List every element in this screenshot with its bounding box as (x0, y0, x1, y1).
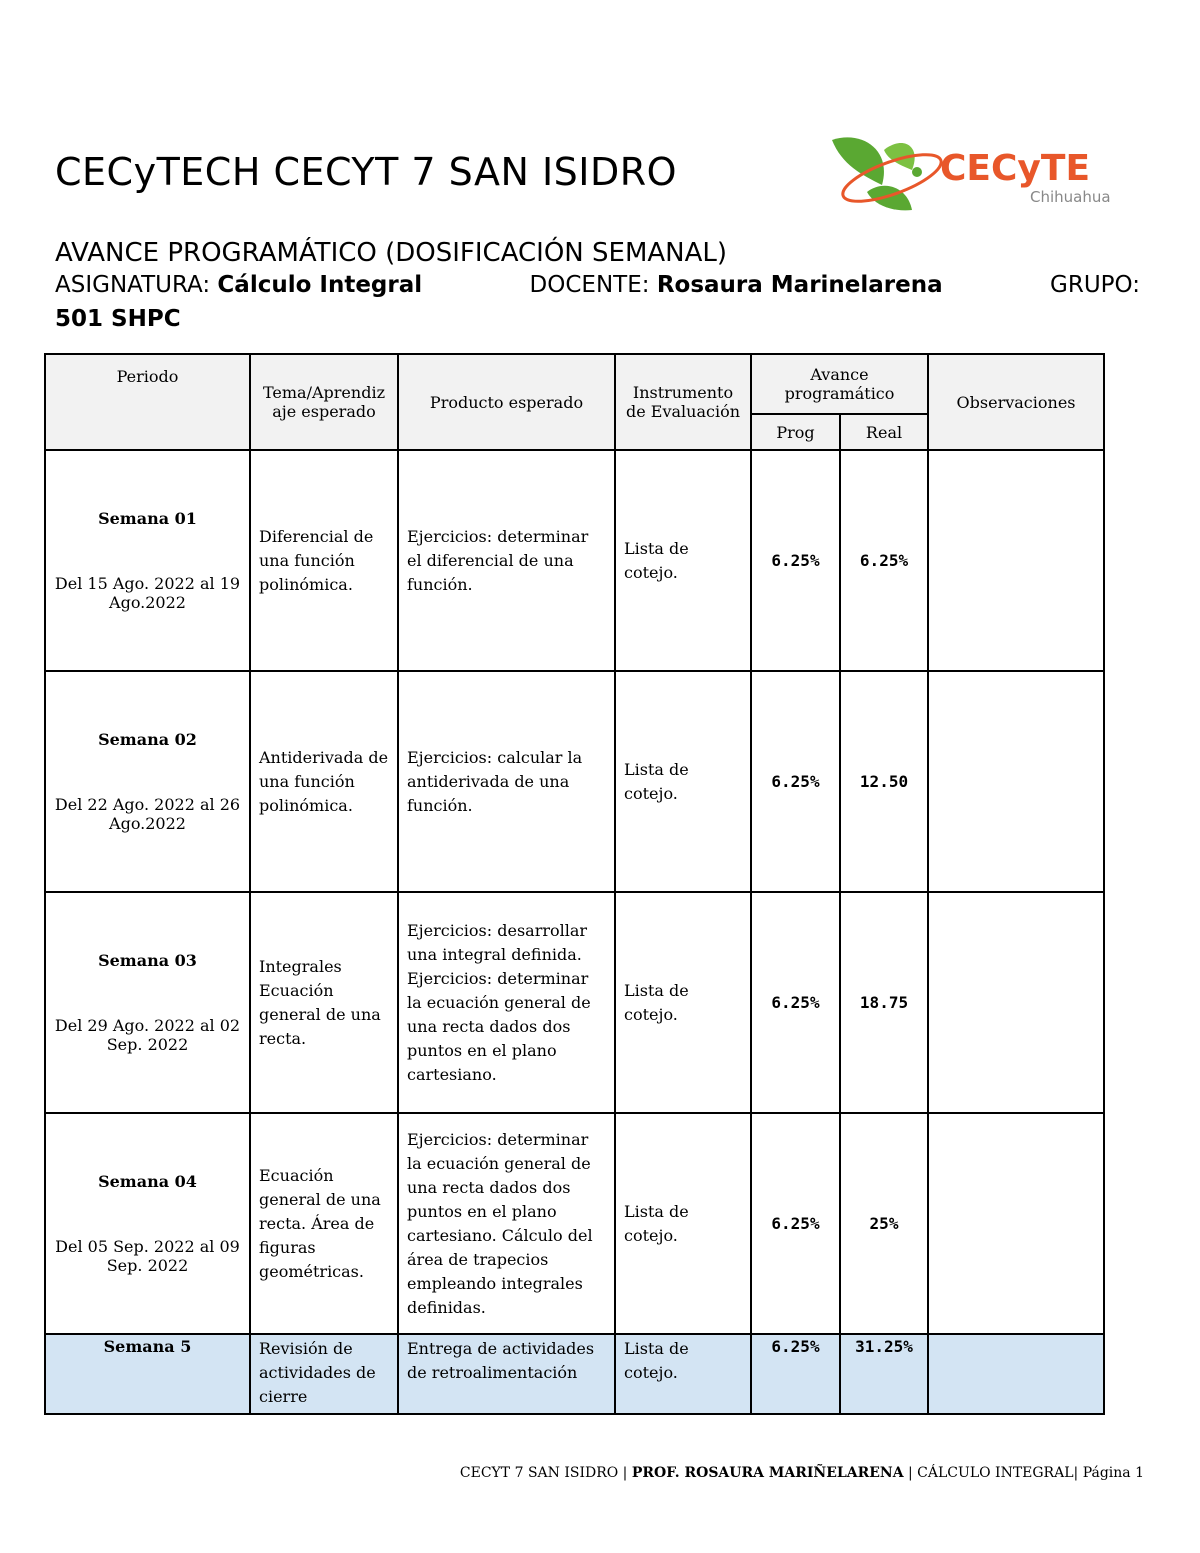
week-dates: Del 29 Ago. 2022 al 02 Sep. 2022 (54, 1016, 241, 1054)
header-observations: Observaciones (928, 354, 1104, 450)
product-cell: Entrega de actividades de retroalimentación (398, 1334, 615, 1414)
header-period: Periodo (45, 354, 250, 450)
week-label: Semana 03 (98, 951, 197, 970)
week-label: Semana 02 (98, 730, 197, 749)
instrument-cell: Lista de cotejo. (615, 1334, 751, 1414)
page-footer (460, 1465, 1144, 1481)
subject-field (55, 272, 422, 298)
table-row (45, 892, 1104, 1113)
footer-page: Página 1 (1082, 1465, 1144, 1481)
instrument-cell: Lista de cotejo. (615, 1113, 751, 1334)
week-label: Semana 04 (98, 1172, 197, 1191)
instrument-cell: Lista de cotejo. (615, 892, 751, 1113)
product-cell: Ejercicios: determinar el diferencial de una función. (398, 450, 615, 671)
prog-cell: 6.25% (751, 450, 840, 671)
product-cell: Ejercicios: calcular la antiderivada de una función. (398, 671, 615, 892)
week-dates: Del 22 Ago. 2022 al 26 Ago.2022 (54, 795, 241, 833)
week-label: Semana 5 (103, 1337, 192, 1356)
instrument-cell: Lista de cotejo. (615, 450, 751, 671)
real-cell: 12.50 (840, 671, 928, 892)
institution-title: CECyTECH CECYT 7 SAN ISIDRO (55, 150, 678, 194)
header-instrument: Instrumento de Evaluación (615, 354, 751, 450)
observations-cell (928, 671, 1104, 892)
table-row (45, 450, 1104, 671)
group-label: GRUPO: (1050, 272, 1140, 298)
real-cell: 18.75 (840, 892, 928, 1113)
prog-cell: 6.25% (751, 1113, 840, 1334)
topic-cell: Diferencial de una función polinómica. (250, 450, 398, 671)
real-cell: 6.25% (840, 450, 928, 671)
footer-subject: | CÁLCULO INTEGRAL| (908, 1465, 1079, 1481)
document-title: AVANCE PROGRAMÁTICO (DOSIFICACIÓN SEMANAL) (55, 238, 728, 268)
observations-cell (928, 1113, 1104, 1334)
prog-cell: 6.25% (751, 892, 840, 1113)
group-value: 501 SHPC (55, 306, 181, 332)
header-topic: Tema/Aprendiz aje esperado (250, 354, 398, 450)
header-product: Producto esperado (398, 354, 615, 450)
teacher-field (530, 272, 943, 298)
teacher-label: DOCENTE: (529, 272, 650, 298)
real-cell: 31.25% (840, 1334, 928, 1414)
week-label: Semana 01 (98, 509, 197, 528)
header-real: Real (840, 414, 928, 450)
period-cell (45, 1334, 250, 1414)
table-row-highlighted (45, 1334, 1104, 1414)
topic-cell: Integrales Ecuación general de una recta. (250, 892, 398, 1113)
period-cell (45, 671, 250, 892)
schedule-table (44, 353, 1105, 1415)
period-cell (45, 1113, 250, 1334)
subject-value: Cálculo Integral (217, 272, 423, 298)
week-dates: Del 05 Sep. 2022 al 09 Sep. 2022 (55, 1237, 240, 1275)
period-cell (45, 450, 250, 671)
table-row (45, 1113, 1104, 1334)
prog-cell: 6.25% (751, 1334, 840, 1414)
week-dates: Del 15 Ago. 2022 al 19 Ago.2022 (54, 574, 241, 612)
footer-school: CECYT 7 SAN ISIDRO | (459, 1465, 628, 1481)
svg-text:CECyTE: CECyTE (940, 148, 1091, 189)
footer-professor: PROF. ROSAURA MARIÑELARENA (631, 1465, 904, 1481)
observations-cell (928, 1334, 1104, 1414)
real-cell: 25% (840, 1113, 928, 1334)
table-row (45, 671, 1104, 892)
topic-cell: Ecuación general de una recta. Área de figuras geométricas. (250, 1113, 398, 1334)
instrument-cell: Lista de cotejo. (615, 671, 751, 892)
period-cell (45, 892, 250, 1113)
subject-label: ASIGNATURA: (55, 272, 211, 298)
observations-cell (928, 450, 1104, 671)
teacher-value: Rosaura Marinelarena (656, 272, 943, 298)
product-cell: Ejercicios: determinar la ecuación general de una recta dados dos puntos en el plano cartesiano. Cálculo del área de trapecios empleando integrales definidas. (398, 1113, 615, 1334)
header-prog: Prog (751, 414, 840, 450)
product-cell: Ejercicios: desarrollar una integral definida. Ejercicios: determinar la ecuación general de una recta dados dos puntos en el plano cartesiano. (398, 892, 615, 1113)
svg-text:Chihuahua: Chihuahua (1030, 188, 1111, 206)
cecyte-logo (822, 130, 1112, 220)
prog-cell: 6.25% (751, 671, 840, 892)
header-progress: Avance programático (751, 354, 928, 414)
subject-teacher-line (55, 272, 1140, 298)
topic-cell: Antiderivada de una función polinómica. (250, 671, 398, 892)
topic-cell: Revisión de actividades de cierre (250, 1334, 398, 1414)
observations-cell (928, 892, 1104, 1113)
